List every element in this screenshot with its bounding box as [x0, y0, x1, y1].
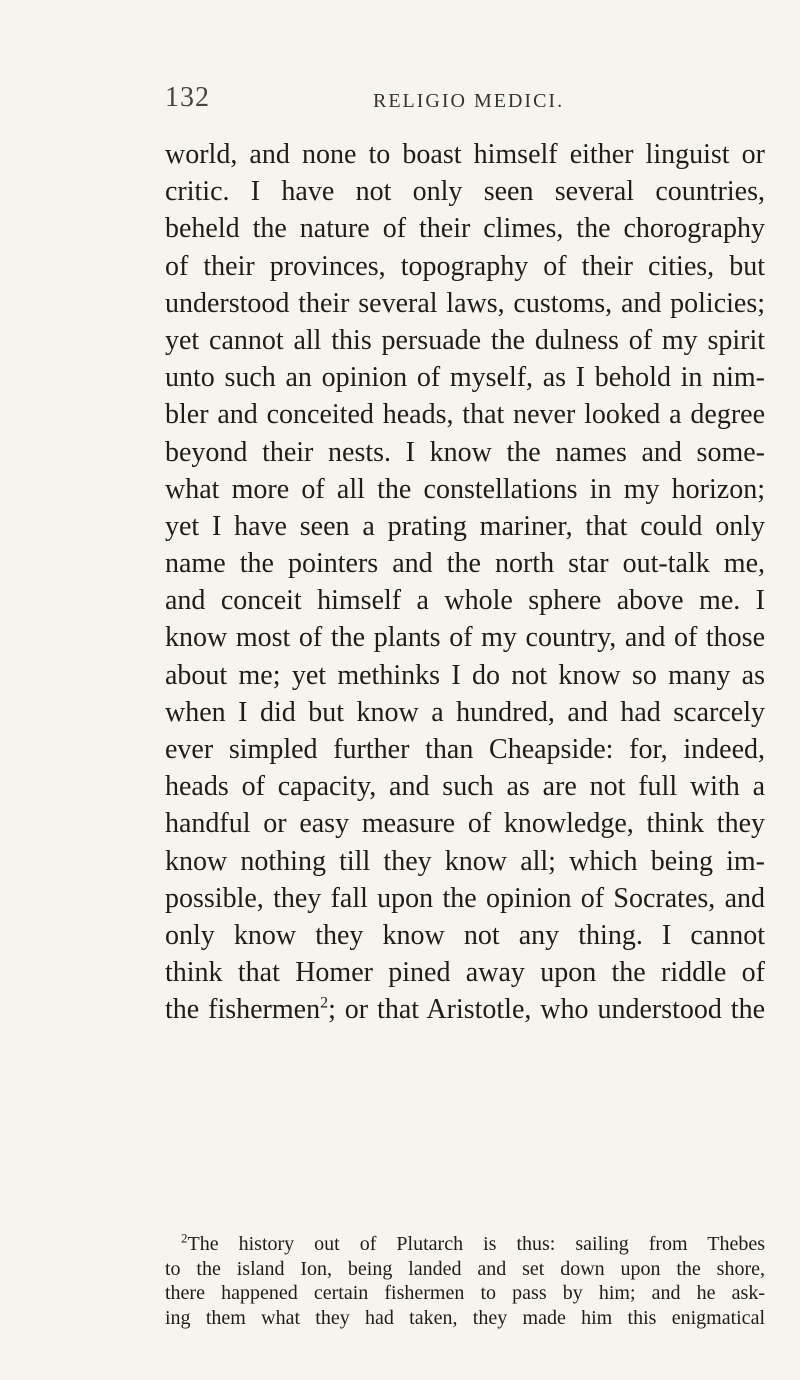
page-header: [165, 82, 765, 122]
body-line: and conceit himself a whole sphere above me. I: [165, 585, 765, 617]
body-line: beyond their nests. I know the names and some-: [165, 436, 765, 468]
footnote: [165, 1232, 765, 1330]
body-line: critic. I have not only seen several countries,: [165, 176, 765, 208]
footnote-text: The history out of Plutarch is thus: sailing from Thebes: [187, 1233, 765, 1255]
body-line: bler and conceited heads, that never looked a degree: [165, 399, 765, 431]
body-line: world, and none to boast himself either linguist or: [165, 139, 765, 170]
body-line: unto such an opinion of myself, as I behold in nim-: [165, 362, 765, 394]
body-line-text: ; or that Aristotle, who understood the: [328, 994, 765, 1026]
footnote-reference: 2: [320, 994, 329, 1012]
body-line: when I did but know a hundred, and had scarcely: [165, 696, 765, 728]
body-line: yet I have seen a prating mariner, that could only: [165, 510, 765, 542]
body-line: only know they know not any thing. I cannot: [165, 919, 765, 951]
body-line: what more of all the constellations in my horizon;: [165, 473, 765, 505]
page-number: 132: [165, 82, 210, 113]
body-line-text: the fishermen: [165, 994, 321, 1026]
footnote-line: to the island Ion, being landed and set down upon the shore,: [165, 1257, 765, 1280]
body-line: of their provinces, topography of their cities, but: [165, 250, 765, 282]
body-line: know most of the plants of my country, and of those: [165, 622, 765, 654]
body-line: understood their several laws, customs, and policies;: [165, 287, 765, 319]
body-text: [165, 136, 765, 1029]
footnote-line: there happened certain fishermen to pass by him; and he ask-: [165, 1282, 765, 1304]
body-line: ever simpled further than Cheapside: for, indeed,: [165, 734, 765, 765]
body-line: beheld the nature of their climes, the chorography: [165, 213, 765, 245]
body-line: handful or easy measure of knowledge, think they: [165, 808, 765, 840]
body-line-with-footnote-ref: [165, 991, 765, 1028]
body-line: possible, they fall upon the opinion of Socrates, and: [165, 882, 765, 914]
body-line: think that Homer pined away upon the riddle of: [165, 957, 765, 989]
body-line: name the pointers and the north star out-talk me,: [165, 548, 765, 580]
body-line: know nothing till they know all; which being im-: [165, 845, 765, 877]
body-line: about me; yet methinks I do not know so many as: [165, 659, 765, 691]
body-line: yet cannot all this persuade the dulness of my spirit: [165, 324, 765, 356]
footnote-line: ing them what they had taken, they made him this enigmatical: [165, 1306, 765, 1329]
body-line: heads of capacity, and such as are not full with a: [165, 771, 765, 803]
running-title: RELIGIO MEDICI.: [373, 90, 565, 112]
footnote-marker: 2: [181, 1230, 188, 1246]
footnote-line: [165, 1232, 765, 1257]
